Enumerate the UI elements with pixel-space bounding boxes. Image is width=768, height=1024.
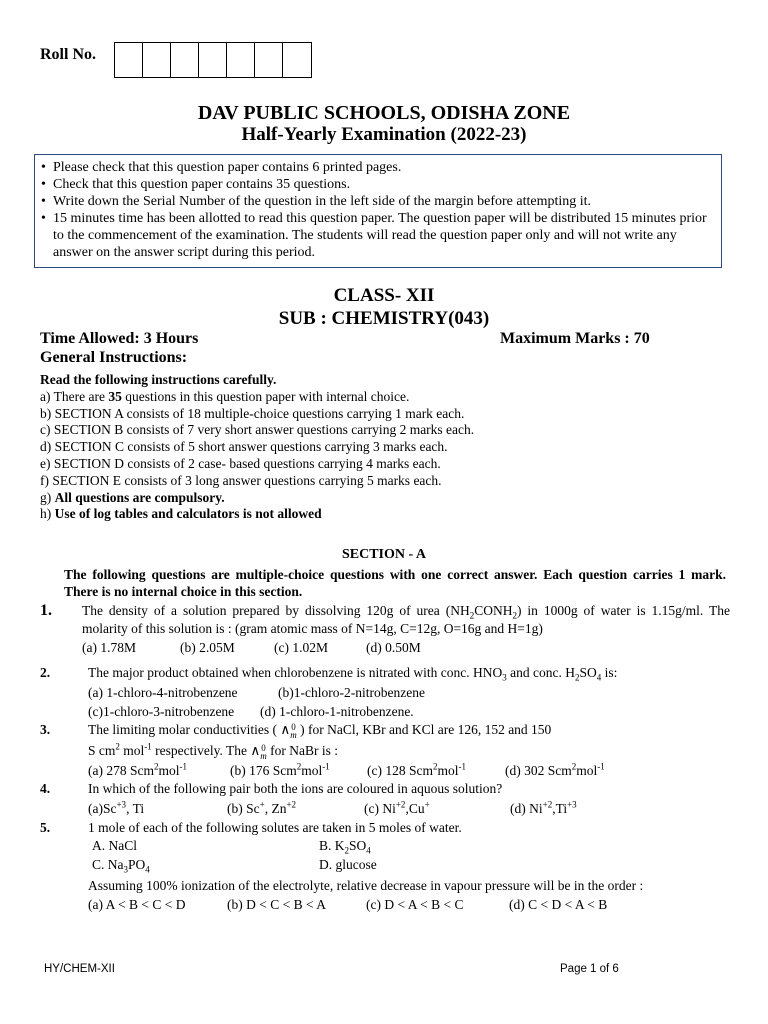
lambda-symbol [280, 721, 297, 740]
option: (b) D < C < B < A [227, 897, 326, 912]
option-text: , Ti [126, 800, 145, 816]
superscript: -1 [322, 761, 330, 772]
question-text: In which of the following pair both the ions are coloured in aquous solution? [88, 781, 503, 796]
question-text [82, 602, 730, 637]
lambda-subscript: m [260, 750, 267, 761]
time-allowed: Time Allowed: 3 Hours [40, 330, 199, 347]
question-1 [40, 602, 730, 657]
notice-box [34, 154, 722, 268]
instruction-item [40, 389, 730, 406]
section-a-intro: The following questions are multiple-choice questions with one correct answer. Each question carries 1 mark. There is no internal choice in this section. [64, 567, 726, 599]
options-row [88, 896, 730, 914]
lambda-superscript: 0 [291, 721, 296, 732]
option [88, 800, 227, 818]
option: (d) 1-chloro-1-nitrobenzene. [260, 704, 414, 719]
subscript: 2 [574, 672, 580, 683]
option: (c)1-chloro-3-nitrobenzene [88, 704, 235, 719]
lambda-symbol [250, 742, 267, 761]
subscript: 2 [469, 610, 475, 621]
instruction-item: c) SECTION B consists of 7 very short answer questions carrying 2 marks each. [40, 422, 475, 438]
superscript: 2 [571, 761, 577, 772]
option-text: B. K [319, 837, 345, 853]
options-row [92, 856, 730, 874]
maximum-marks: Maximum Marks : 70 [500, 330, 650, 347]
text-run: and conc. H [506, 665, 575, 680]
roll-digit-box [143, 43, 171, 77]
roll-number-boxes [114, 42, 312, 78]
instructions-heading: Read the following instructions carefully. [40, 372, 277, 387]
options-row [88, 703, 730, 721]
superscript: -1 [179, 761, 187, 772]
roll-digit-box [115, 43, 143, 77]
option [230, 762, 367, 780]
text-run: ) for NaCl, KBr and KCl are 126, 152 and 150 [300, 722, 552, 737]
superscript: 2 [115, 741, 120, 752]
subscript: 2 [512, 610, 517, 621]
question-text: Assuming 100% ionization of the electrolyte, relative decrease in vapour pressure will be in the order : [88, 877, 644, 893]
lambda-glyph: ∧ [280, 722, 291, 737]
question-number: 3. [40, 722, 51, 737]
superscript: +2 [542, 799, 553, 809]
notice-item: • 15 minutes time has been allotted to read this question paper. The question paper will be distributed 15 minutes prior to the commencement of the examination. The students will read the question paper only and will not write any answer on the answer script during this period. [41, 210, 715, 261]
instruction-bold: Use of log tables and calculators is not allowed [54, 506, 322, 522]
option-text: (c) Ni [364, 800, 396, 816]
instruction-item: d) SECTION C consists of 5 short answer questions carrying 3 marks each. [40, 439, 448, 455]
option: A. NaCl [92, 837, 137, 853]
option [505, 762, 605, 780]
subscript: 3 [123, 864, 128, 875]
superscript: +3 [567, 799, 577, 809]
option [364, 800, 510, 818]
lambda-superscript: 0 [261, 742, 266, 753]
text-run: mol [119, 742, 145, 758]
question-4 [40, 780, 730, 817]
option [227, 800, 364, 818]
text-run: The limiting molar conductivities ( [88, 722, 277, 737]
option-text: (a) 278 Scm [88, 762, 154, 778]
general-instructions-heading: General Instructions: [40, 349, 188, 366]
text-run: for NaBr is : [270, 742, 339, 758]
footer-page-number: Page 1 of 6 [560, 963, 619, 975]
superscript: -1 [597, 761, 605, 772]
superscript: 2 [296, 761, 302, 772]
exam-title: Half-Yearly Examination (2022-23) [241, 124, 527, 145]
lambda-subscript: m [290, 729, 297, 740]
option-text: , Zn [264, 800, 287, 816]
option: (d) C < D < A < B [509, 897, 608, 912]
option-text: mol [158, 762, 180, 778]
notice-item: • Write down the Serial Number of the question in the left side of the margin before attempting it. [41, 193, 715, 210]
lambda-glyph: ∧ [250, 742, 261, 758]
subscript: 3 [502, 672, 507, 683]
superscript: -1 [144, 741, 152, 752]
option: (c) D < A < B < C [366, 897, 464, 912]
option: (b) 2.05M [180, 640, 235, 655]
option: D. glucose [319, 857, 377, 872]
superscript: 2 [153, 761, 159, 772]
text-run: The major product obtained when chlorobenzene is nitrated with conc. HNO [88, 665, 503, 680]
options-row [88, 762, 730, 780]
option [510, 800, 577, 818]
superscript: +2 [286, 799, 297, 809]
option-text: (a)Sc [88, 800, 117, 816]
option-text: mol [437, 762, 459, 778]
superscript: +2 [395, 799, 406, 809]
section-a-title: SECTION - A [341, 547, 427, 562]
options-row [88, 684, 730, 702]
text-run: SO [579, 665, 597, 680]
instruction-text: questions in this question paper with internal choice. [121, 388, 410, 404]
option-text: mol [301, 762, 323, 778]
footer-paper-code: HY/CHEM-XII [44, 963, 115, 975]
instruction-item: b) SECTION A consists of 18 multiple-choice questions carrying 1 mark each. [40, 405, 465, 421]
option-text: (d) 302 Scm [505, 762, 572, 778]
instruction-item [40, 506, 730, 523]
option [88, 762, 230, 780]
options-row [82, 639, 730, 657]
instruction-text: a) There are [40, 388, 109, 404]
subscript: 4 [366, 845, 371, 856]
roll-digit-box [199, 43, 227, 77]
option: (a) 1-chloro-4-nitrobenzene [88, 684, 238, 700]
question-2 [40, 664, 730, 721]
roll-digit-box [227, 43, 255, 77]
option: (d) 0.50M [366, 640, 421, 655]
question-text: 1 mole of each of the following solutes are taken in 5 moles of water. [88, 820, 462, 835]
option-text: (c) 128 Scm [367, 762, 433, 778]
question-number: 1. [40, 602, 52, 619]
question-number: 5. [40, 820, 51, 835]
options-row [92, 837, 730, 855]
text-run: CONH [474, 603, 513, 618]
question-text [88, 742, 730, 760]
option-text: mol [576, 762, 598, 778]
subscript: 2 [344, 845, 350, 856]
option [319, 837, 371, 855]
notice-item: • Check that this question paper contains 35 questions. [41, 176, 715, 193]
instruction-bold: All questions are compulsory. [54, 489, 225, 505]
question-text [88, 721, 730, 739]
option: (c) 1.02M [274, 640, 328, 655]
superscript: + [424, 799, 430, 809]
text-run: S cm [88, 742, 116, 758]
roll-digit-box [255, 43, 283, 77]
option: (a) A < B < C < D [88, 897, 186, 912]
option-text: (b) Sc [227, 800, 260, 816]
notice-item: • Please check that this question paper contains 6 printed pages. [41, 159, 715, 176]
superscript: -1 [458, 761, 466, 772]
instruction-text: g) [40, 489, 55, 505]
options-row [88, 800, 730, 818]
option [92, 856, 319, 874]
option-text: (b) 176 Scm [230, 762, 297, 778]
option-text: ,Ti [552, 800, 568, 816]
superscript: + [259, 799, 265, 809]
text-run: ) in 1000g of water is 1.15g/ml. The molarity of this solution is : (gram atomic mass of N=14g, C=12g, O=16g and H=1g) [82, 603, 730, 636]
option-text: (d) Ni [510, 800, 543, 816]
text-run: respectively. The [151, 742, 247, 758]
school-name: DAV PUBLIC SCHOOLS, ODISHA ZONE [197, 102, 571, 124]
option: (a) 1.78M [82, 640, 136, 655]
subscript: 4 [596, 672, 602, 683]
instruction-text: h) [40, 506, 55, 522]
question-number: 4. [40, 781, 51, 796]
option-text: C. Na [92, 857, 124, 872]
option-text: PO [128, 857, 146, 872]
roll-digit-box [171, 43, 199, 77]
option-text: SO [349, 837, 367, 853]
option: (b)1-chloro-2-nitrobenzene [278, 684, 425, 700]
question-text [88, 664, 730, 682]
question-3 [40, 721, 730, 779]
roll-number-label: Roll No. [40, 46, 96, 63]
superscript: 2 [432, 761, 438, 772]
subject-title: SUB : CHEMISTRY(043) [278, 308, 490, 329]
instruction-item: e) SECTION D consists of 2 case- based questions carrying 4 marks each. [40, 455, 441, 471]
option [367, 762, 505, 780]
instruction-item: f) SECTION E consists of 3 long answer questions carrying 5 marks each. [40, 472, 442, 488]
question-number: 2. [40, 665, 51, 680]
instruction-bold: 35 [108, 388, 122, 404]
question-5 [40, 819, 730, 914]
class-title: CLASS- XII [333, 285, 435, 306]
instruction-item [40, 490, 730, 507]
superscript: +3 [116, 799, 127, 809]
text-run: is: [601, 665, 618, 680]
roll-digit-box [283, 43, 311, 77]
instructions-list [40, 372, 730, 523]
text-run: The density of a solution prepared by dissolving 120g of urea (NH [82, 603, 470, 618]
subscript: 4 [145, 864, 150, 875]
option-text: ,Cu [405, 800, 425, 816]
